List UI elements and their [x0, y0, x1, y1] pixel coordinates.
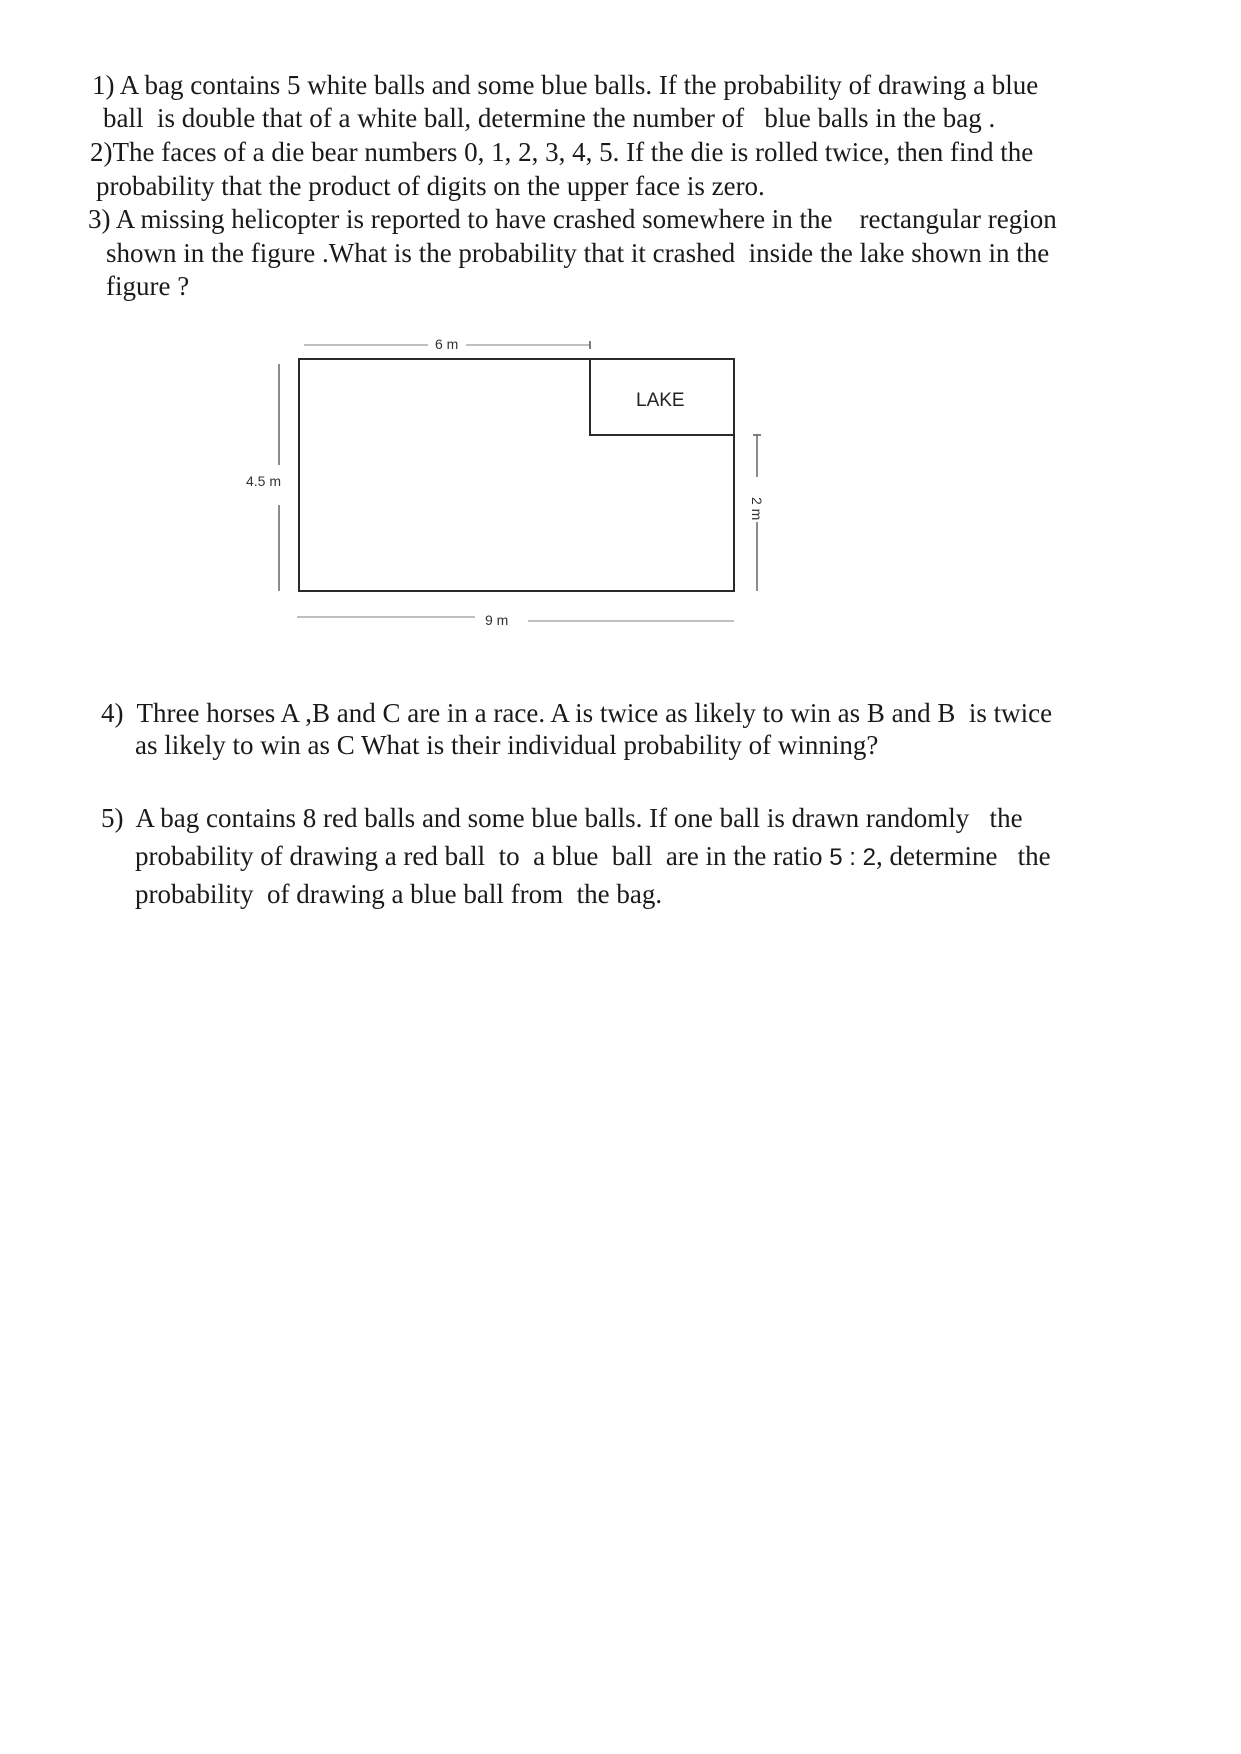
top-dimension-label: 6 m	[435, 336, 459, 352]
question-5-line-2-text: probability of drawing a red ball to a blue ball are in the ratio	[135, 841, 823, 871]
question-1-line-1: 1) A bag contains 5 white balls and some blue balls. If the probability of drawing a blue	[92, 70, 1039, 100]
region-figure	[0, 0, 1241, 700]
question-3-line-3: figure ?	[106, 271, 190, 301]
bottom-dimension-label: 9 m	[485, 612, 509, 628]
ratio-value: 5 : 2	[829, 844, 876, 871]
left-dimension-label: 4.5 m	[246, 473, 282, 489]
question-1-line-2: ball is double that of a white ball, determine the number of blue balls in the bag .	[103, 103, 996, 133]
right-dimension-label: 2 m	[749, 497, 765, 521]
question-2-line-2: probability that the product of digits on the upper face is zero.	[96, 171, 765, 201]
question-2-line-1: 2)The faces of a die bear numbers 0, 1, 2, 3, 4, 5. If the die is rolled twice, then find the	[90, 137, 1034, 167]
question-3-line-2: shown in the figure .What is the probability that it crashed inside the lake shown in the	[106, 238, 1050, 268]
question-4-line-2: as likely to win as C What is their individual probability of winning?	[135, 730, 879, 760]
question-5-line-3: probability of drawing a blue ball from the bag.	[135, 879, 663, 909]
question-4-line-1: 4) Three horses A ,B and C are in a race. A is twice as likely to win as B and B is twice	[101, 698, 1053, 728]
lake-label: LAKE	[636, 390, 685, 411]
question-5-line-2-tail: , determine the	[875, 841, 1051, 871]
question-5-line-1: 5) A bag contains 8 red balls and some blue balls. If one ball is drawn randomly the	[101, 803, 1023, 833]
question-3-line-1: 3) A missing helicopter is reported to have crashed somewhere in the rectangular region	[88, 204, 1057, 234]
